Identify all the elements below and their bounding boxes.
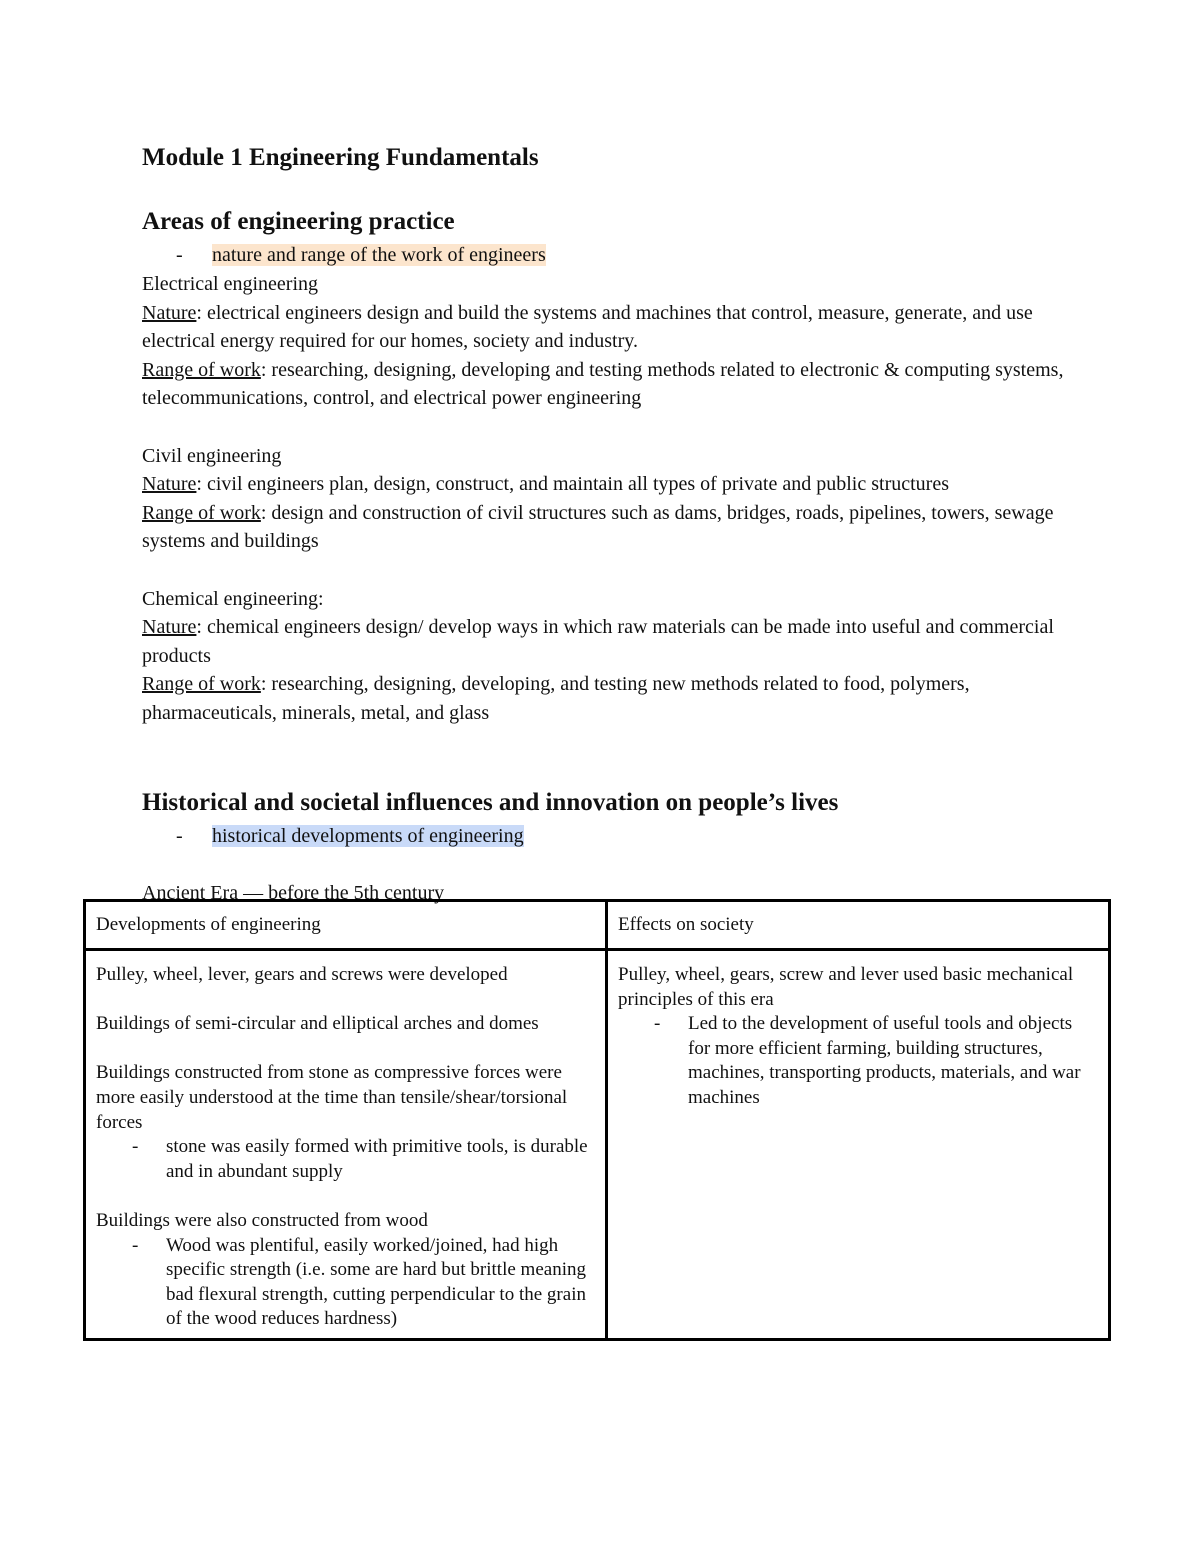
cell-bullet-text: Wood was plentiful, easily worked/joined, had high specific strength (i.e. some are hard but brittle meaning bad flexural strength, cutting perpendicular to the grain of the wood reduces hardness) xyxy=(166,1234,586,1330)
era-label: Ancient Era xyxy=(142,881,239,904)
cell-bullet-item xyxy=(618,1012,1098,1110)
spacer xyxy=(142,413,1072,442)
discipline-name: Electrical engineering xyxy=(142,273,319,295)
bullet-item xyxy=(142,821,1072,851)
table-header-cell: Developments of engineering xyxy=(85,901,607,950)
discipline-range xyxy=(142,499,1072,556)
era-table-wrapper xyxy=(83,899,1111,1341)
table-row xyxy=(85,950,1110,1340)
table-cell-developments xyxy=(85,950,607,1340)
range-label: Range of work xyxy=(142,358,261,381)
range-text: : design and construction of civil structures such as dams, bridges, roads, pipelines, towers, sewage systems and buildings xyxy=(142,501,1054,553)
cell-bullet-text: stone was easily formed with primitive tools, is durable and in abundant supply xyxy=(166,1136,588,1182)
nature-text: : electrical engineers design and build the systems and machines that control, measure, generate, and use electrical energy required for our homes, society and industry. xyxy=(142,301,1033,353)
dash-bullet-icon: - xyxy=(132,1234,139,1256)
cell-paragraph: Pulley, wheel, lever, gears and screws were developed xyxy=(96,964,508,985)
discipline-name: Civil engineering xyxy=(142,444,282,467)
document-body xyxy=(142,140,1072,907)
range-text: : researching, designing, developing and testing methods related to electronic & computing systems, telecommunications, control, and electrical power engineering xyxy=(142,358,1064,410)
cell-paragraph: Buildings of semi-circular and elliptical arches and domes xyxy=(96,1013,539,1035)
range-text: : researching, designing, developing, and testing new methods related to food, polymers, pharmaceuticals, minerals, metal, and glass xyxy=(142,673,970,724)
table-cell-effects xyxy=(607,950,1110,1340)
nature-label: Nature xyxy=(142,473,197,496)
nature-label: Nature xyxy=(142,616,197,639)
cell-paragraph: Pulley, wheel, gears, screw and lever used basic mechanical principles of this era xyxy=(618,964,1074,1010)
table-header-cell: Effects on society xyxy=(607,901,1110,950)
dash-bullet-icon: - xyxy=(654,1013,661,1035)
dash-bullet-icon: - xyxy=(176,824,183,847)
era-text: — before the 5th century xyxy=(238,881,445,904)
cell-paragraph: Buildings constructed from stone as compressive forces were more easily understood at the time than tensile/shear/torsional forces xyxy=(96,1062,568,1133)
nature-text: : civil engineers plan, design, construct, and maintain all types of private and public structures xyxy=(196,473,949,496)
section-heading-areas: Areas of engineering practice xyxy=(142,208,455,235)
discipline-range xyxy=(142,356,1072,413)
nature-label: Nature xyxy=(142,301,197,324)
spacer xyxy=(96,988,595,1013)
dash-bullet-icon: - xyxy=(132,1136,139,1158)
ancient-era-table xyxy=(83,899,1111,1341)
cell-bullet-item xyxy=(96,1135,595,1184)
discipline-nature xyxy=(142,299,1072,356)
cell-paragraph: Buildings were also constructed from wood xyxy=(96,1209,428,1231)
table-header-row xyxy=(85,901,1110,950)
discipline-nature xyxy=(142,470,1072,499)
cell-bullet-text: Led to the development of useful tools and objects for more efficient farming, building structures, machines, transporting products, materials, and war machines xyxy=(688,1013,1081,1108)
section-heading-historical: Historical and societal influences and innovation on people’s lives xyxy=(142,788,839,816)
dash-bullet-icon: - xyxy=(176,244,183,266)
bullet-item xyxy=(142,240,1072,270)
highlighted-text: nature and range of the work of engineers xyxy=(212,244,546,266)
nature-text: : chemical engineers design/ develop ways in which raw materials can be made into useful and commercial products xyxy=(142,616,1054,667)
range-label: Range of work xyxy=(142,673,261,696)
discipline-name: Chemical engineering: xyxy=(142,587,324,610)
range-label: Range of work xyxy=(142,501,261,524)
document-title: Module 1 Engineering Fundamentals xyxy=(142,144,539,171)
spacer xyxy=(142,728,1072,785)
spacer xyxy=(96,1037,595,1062)
spacer xyxy=(142,556,1072,585)
discipline-range xyxy=(142,670,1072,727)
spacer xyxy=(96,1184,595,1209)
cell-bullet-item xyxy=(96,1234,595,1332)
discipline-nature xyxy=(142,613,1072,670)
highlighted-text: historical developments of engineering xyxy=(212,824,524,847)
